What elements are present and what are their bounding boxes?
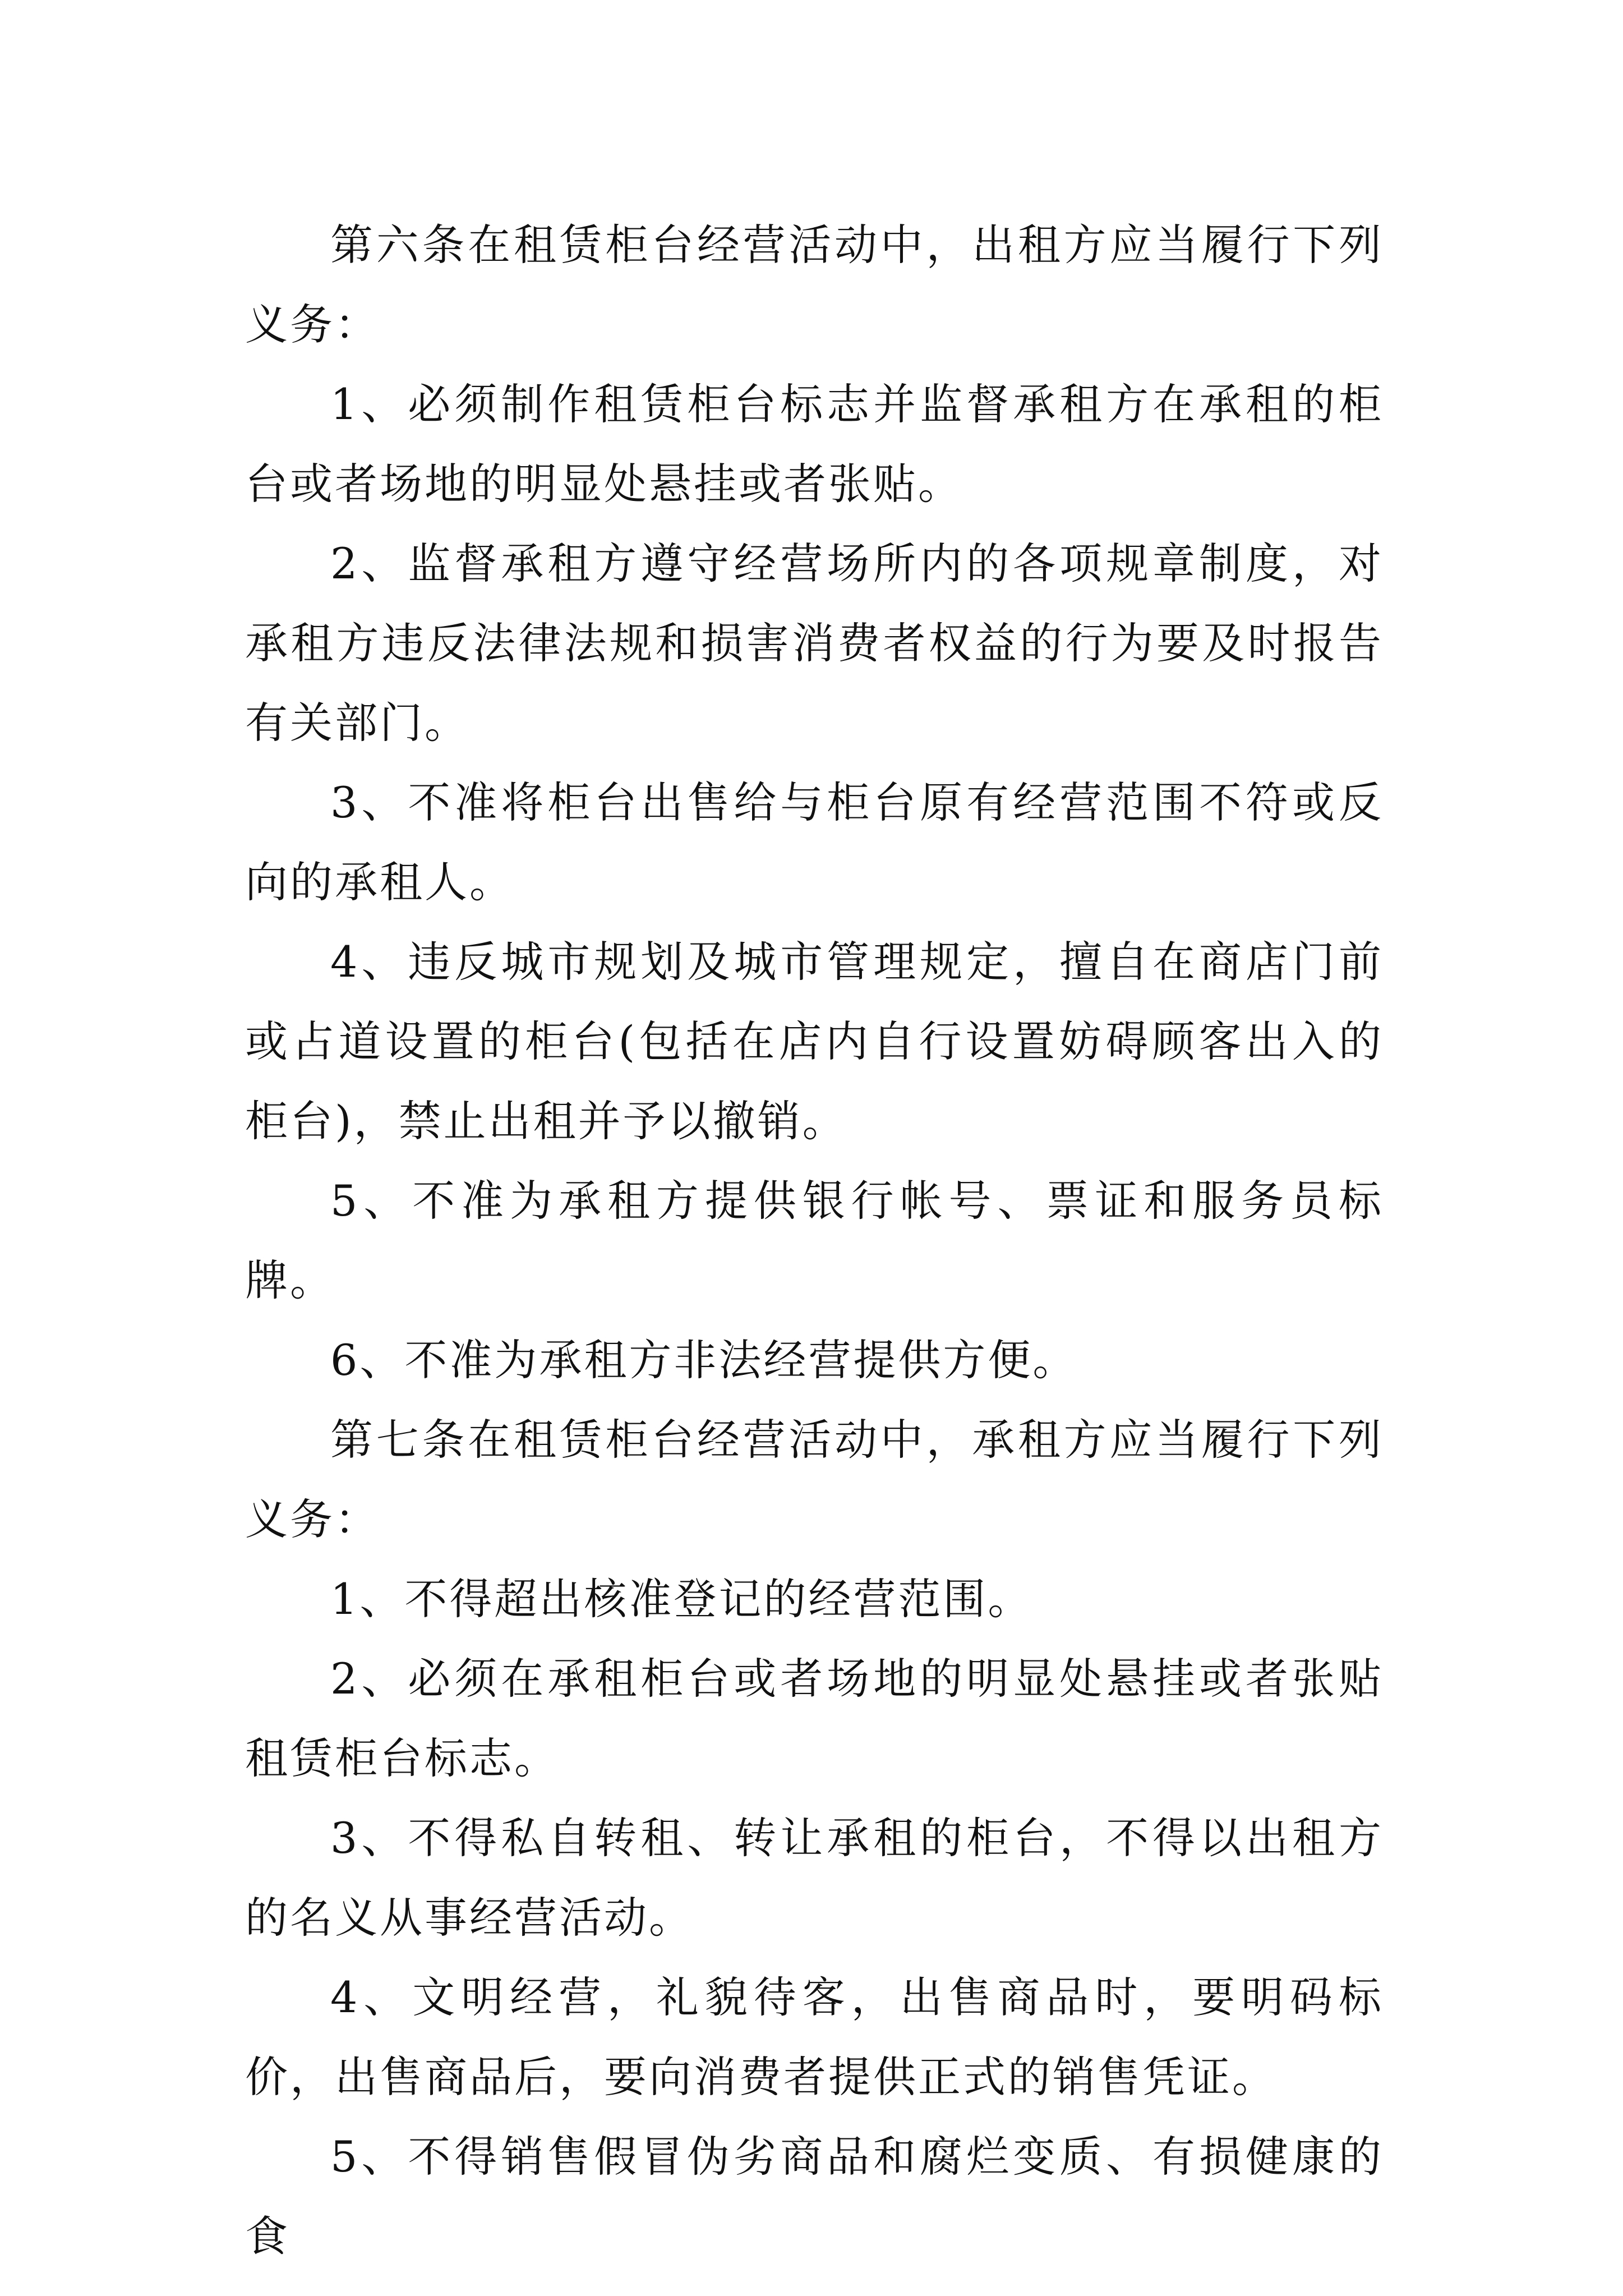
- paragraph-article-6: 第六条在租赁柜台经营活动中，出租方应当履行下列义务：: [245, 220, 1384, 349]
- paragraph-article-6-item-1: 1、必须制作租赁柜台标志并监督承租方在承租的柜台或者场地的明显处悬挂或者张贴。: [245, 379, 1384, 509]
- paragraph-article-6-item-3: 3、不准将柜台出售给与柜台原有经营范围不符或反向的承租人。: [245, 777, 1384, 907]
- paragraph-article-6-item-4: 4、违反城市规划及城市管理规定，擅自在商店门前或占道设置的柜台(包括在店内自行设置妨碍顾客出入的柜台)，禁止出租并予以撤销。: [245, 937, 1384, 1146]
- document-body: [245, 205, 1384, 2276]
- paragraph-article-7-item-3: 3、不得私自转租、转让承租的柜台，不得以出租方的名义从事经营活动。: [245, 1813, 1384, 1943]
- paragraph-article-6-item-2: 2、监督承租方遵守经营场所内的各项规章制度，对承租方违反法律法规和损害消费者权益的行为要及时报告有关部门。: [245, 539, 1384, 748]
- paragraph-article-6-item-6: 6、不准为承租方非法经营提供方便。: [330, 1335, 1078, 1385]
- paragraph-article-6-item-5: 5、不准为承租方提供银行帐号、票证和服务员标牌。: [245, 1176, 1384, 1305]
- paragraph-article-7-item-1: 1、不得超出核准登记的经营范围。: [330, 1574, 1033, 1624]
- paragraph-article-7-item-2: 2、必须在承租柜台或者场地的明显处悬挂或者张贴租赁柜台标志。: [245, 1654, 1384, 1783]
- paragraph-article-7-item-5: 5、不得销售假冒伪劣商品和腐烂变质、有损健康的食: [245, 2132, 1384, 2261]
- paragraph-article-7-item-4: 4、文明经营，礼貌待客，出售商品时，要明码标价，出售商品后，要向消费者提供正式的销售凭证。: [245, 1972, 1384, 2102]
- paragraph-article-7: 第七条在租赁柜台经营活动中，承租方应当履行下列义务：: [245, 1415, 1384, 1544]
